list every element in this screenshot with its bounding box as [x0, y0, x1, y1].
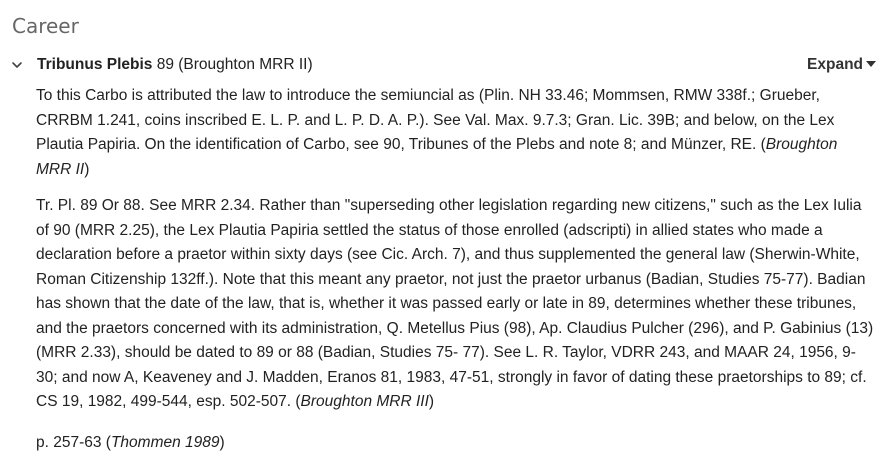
reference-end: ) [219, 434, 225, 451]
reference-source: Thommen 1989 [110, 434, 220, 451]
career-reference [36, 431, 874, 456]
expand-label: Expand [807, 56, 863, 73]
note-text: To this Carbo is attributed the law to introduce the semiuncial as (Plin. NH 33.46; Mommsen, RMW 338f.; Grueber, CRRBM 1.241, coins inscribed E. L. P. and L. P. D. A. P.). See Val. Max. 9.7.3; Gran. Lic. 39B; and below, on the Lex Plautia Papiria. On the identification of Carbo, see 90, Tribunes of the Plebs and note 8; and Münzer, RE. ( [36, 87, 835, 153]
caret-down-icon [866, 61, 876, 67]
career-entry-header[interactable] [8, 54, 878, 76]
note-source: Broughton MRR III [300, 393, 429, 410]
note-source: Broughton MRR II [36, 136, 838, 178]
note-end: ) [84, 160, 90, 178]
office-name: Tribunus Plebis [37, 56, 153, 73]
section-title: Career [12, 14, 79, 38]
note-end: ) [428, 393, 435, 410]
career-note-paragraph [36, 84, 874, 182]
entry-year-source: 89 (Broughton MRR II) [152, 56, 313, 73]
career-note-paragraph [36, 194, 874, 415]
reference-text: p. 257-63 ( [36, 434, 111, 451]
entry-title [37, 56, 313, 74]
note-text: Tr. Pl. 89 Or 88. See MRR 2.34. Rather than "superseding other legislation regarding new citizens," such as the Lex Iulia of 90 (MRR 2.25), the Lex Plautia Papiria settled the status of those enrolled (adscripti) in allied states who made a declaration before a praetor within sixty days (see Cic. Arch. 7), and thus supplemented the general law (Sherwin-White, Roman Citizenship 132ff.). Note that this meant any praetor, not just the praetor urbanus (Badian, Studies 75-77). Badian has shown that the date of the law, that is, whether it was passed early or late in 89, determines whether these tribunes, and the praetors concerned with its administration, Q. Metellus Pius (98), Ap. Claudius Pulcher (296), and P. Gabinius (13) (MRR 2.33), should be dated to 89 or 88 (Badian, Studies 75- 77). See L. R. Taylor, VDRR 243, and MAAR 24, 1956, 9-30; and now A, Keaveney and J. Madden, Eranos 81, 1983, 47-51, strongly in favor of dating these praetorships to 89; cf. CS 19, 1982, 499-544, esp. 502-507. ( [36, 197, 874, 410]
expand-button[interactable] [807, 56, 876, 74]
chevron-down-icon[interactable] [10, 58, 24, 72]
